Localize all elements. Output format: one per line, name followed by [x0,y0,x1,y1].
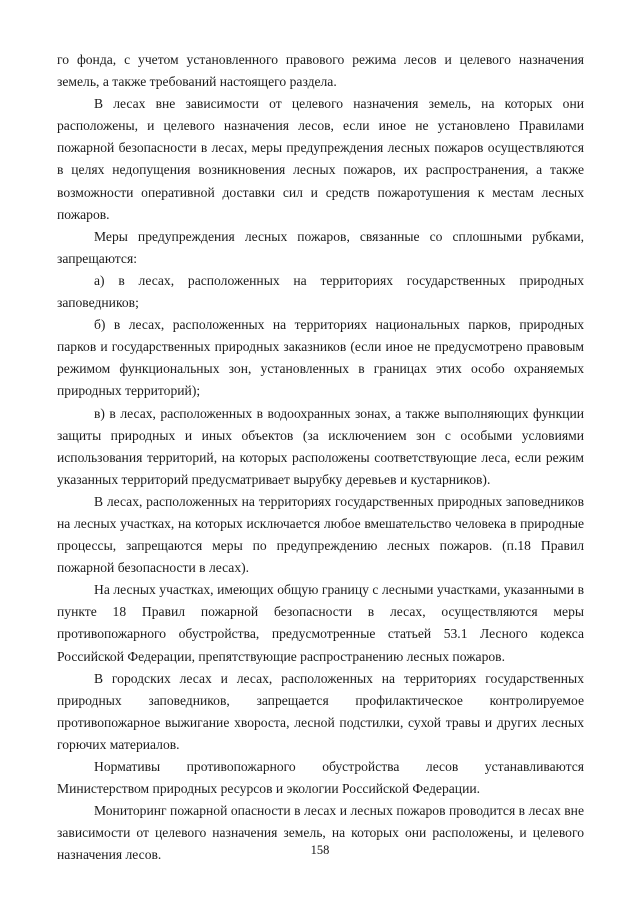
list-item-c: в) в лесах, расположенных в водоохранных зонах, а также выполняющих функции защиты природных и иных объектов (за исключением зон с особыми условиями использования территорий, на которых расположены соответствующие леса, если режим указанных территорий предусматривает вырубку деревьев и кустарников). [57,405,584,487]
paragraph-fire-prevention-goals: В лесах вне зависимости от целевого назначения земель, на которых они расположены, и целевого назначения лесов, если иное не установлено Правилами пожарной безопасности в лесах, меры предупреждения лесных пожаров осуществляются в целях недопущения возникновения лесных пожаров, их распространения, а также возможности оперативной доставки сил и средств пожаротушения к местам лесных пожаров. [57,96,584,222]
list-item-b: б) в лесах, расположенных на территориях национальных парков, природных парков и государственных природных заказников (если иное не предусмотрено правовым режимом функциональных зон, установленных в границах этих особо охраняемых природных территорий); [57,317,584,399]
paragraph-monitoring: Мониторинг пожарной опасности в лесах и лесных пожаров проводится в лесах вне зависимости от целевого назначения земель, на которых они расположены, и целевого назначения лесов. [57,803,584,863]
document-body [57,49,584,866]
paragraph-standards: Нормативы противопожарного обустройства лесов устанавливаются Министерством природных ресурсов и экологии Российской Федерации. [57,759,584,797]
paragraph-controlled-burning: В городских лесах и лесах, расположенных на территориях государственных природных заповедников, запрещается профилактическое контролируемое противопожарное выжигание хвороста, лесной подстилки, сухой травы и других лесных горючих материалов. [57,670,584,752]
paragraph-adjacent-plots: На лесных участках, имеющих общую границу с лесными участками, указанными в пункте 18 Правил пожарной безопасности в лесах, осуществляются меры противопожарного обустройства, предусмотренные статьей 53.1 Лесного кодекса Российской Федерации, препятствующие распространению лесных пожаров. [57,582,584,664]
paragraph-clear-cutting-ban: Меры предупреждения лесных пожаров, связанные со сплошными рубками, запрещаются: [57,228,584,266]
page-number: 158 [310,843,330,857]
paragraph-reserves: В лесах, расположенных на территориях государственных природных заповедников на лесных участках, на которых исключается любое вмешательство человека в природные процессы, запрещаются меры по предупреждению лесных пожаров. (п.18 Правил пожарной безопасности в лесах). [57,493,584,576]
paragraph-continuation: го фонда, с учетом установленного правового режима лесов и целевого назначения земель, а также требований настоящего раздела. [57,52,584,90]
list-item-a: а) в лесах, расположенных на территориях государственных природных заповедников; [57,272,584,311]
